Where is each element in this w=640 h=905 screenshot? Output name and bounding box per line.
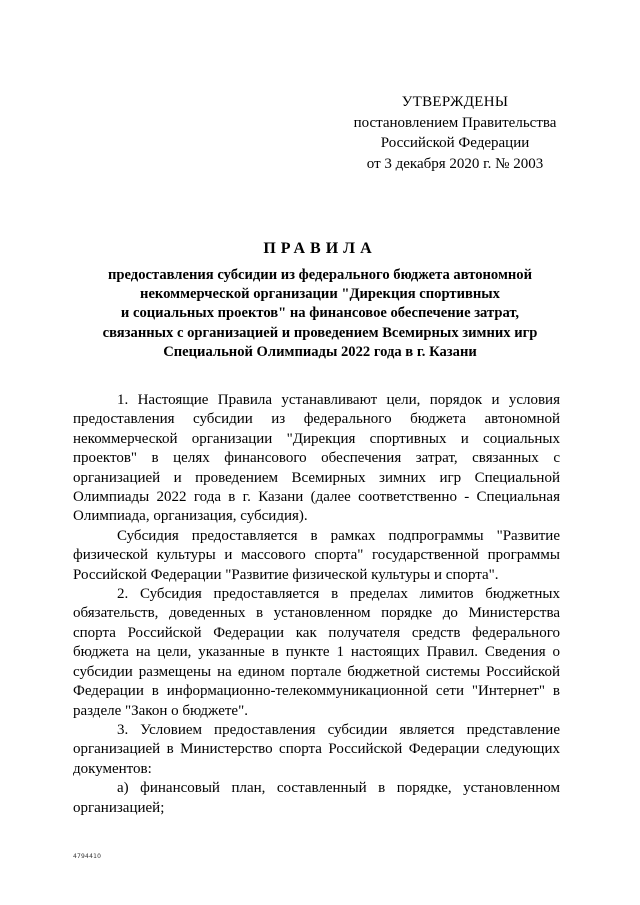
subtitle-line: Специальной Олимпиады 2022 года в г. Казани — [163, 343, 477, 360]
paragraph-2: 2. Субсидия предоставляется в пределах лимитов бюджетных обязательств, доведенных в установленном порядке до Министерства спорта Российской Федерации как получателя средств федерального бюджета на цели, указанные в пункте 1 настоящих Правил. Сведения о субсидии размещены на едином портале бюджетной системы Российской Федерации в информационно-телекоммуникационной сети "Интернет" в разделе "Закон о бюджете". — [73, 586, 560, 719]
approval-issuer: постановлением Правительства — [353, 114, 557, 131]
document-body — [73, 391, 560, 818]
approval-title: УТВЕРЖДЕНЫ — [401, 94, 509, 110]
paragraph-3: 3. Условием предоставления субсидии является представление организацией в Министерство спорта Российской Федерации следующих документов: — [73, 721, 560, 777]
document-title: ПРАВИЛА — [263, 240, 377, 257]
paragraph-3a: а) финансовый план, составленный в порядке, установленном организацией; — [73, 780, 560, 816]
document-number: 4794410 — [73, 853, 102, 860]
paragraph-subsidy-program: Субсидия предоставляется в рамках подпрограммы "Развитие физической культуры и массового спорта" государственной программы Российской Федерации "Развитие физической культуры и спорта". — [73, 527, 560, 583]
subtitle-line: предоставления субсидии из федерального бюджета автономной — [108, 267, 532, 283]
document-subtitle — [80, 266, 560, 362]
subtitle-line: некоммерческой организации "Дирекция спортивных — [140, 286, 500, 303]
approval-stamp — [340, 92, 570, 174]
approval-country: Российской Федерации — [380, 135, 530, 151]
subtitle-line: связанных с организацией и проведением Всемирных зимних игр — [102, 324, 538, 341]
paragraph-1: 1. Настоящие Правила устанавливают цели, порядок и условия предоставления субсидии из федерального бюджета автономной некоммерческой организации "Дирекция спортивных и социальных проектов" в целях финансового обеспечения затрат, связанных с организацией и проведением Всемирных зимних игр Специальной Олимпиады 2022 года в г. Казани (далее соответственно - Специальная Олимпиада, организация, субсидия). — [73, 392, 560, 525]
approval-date-number: от 3 декабря 2020 г. № 2003 — [366, 155, 544, 172]
subtitle-line: и социальных проектов" на финансовое обеспечение затрат, — [120, 305, 520, 322]
